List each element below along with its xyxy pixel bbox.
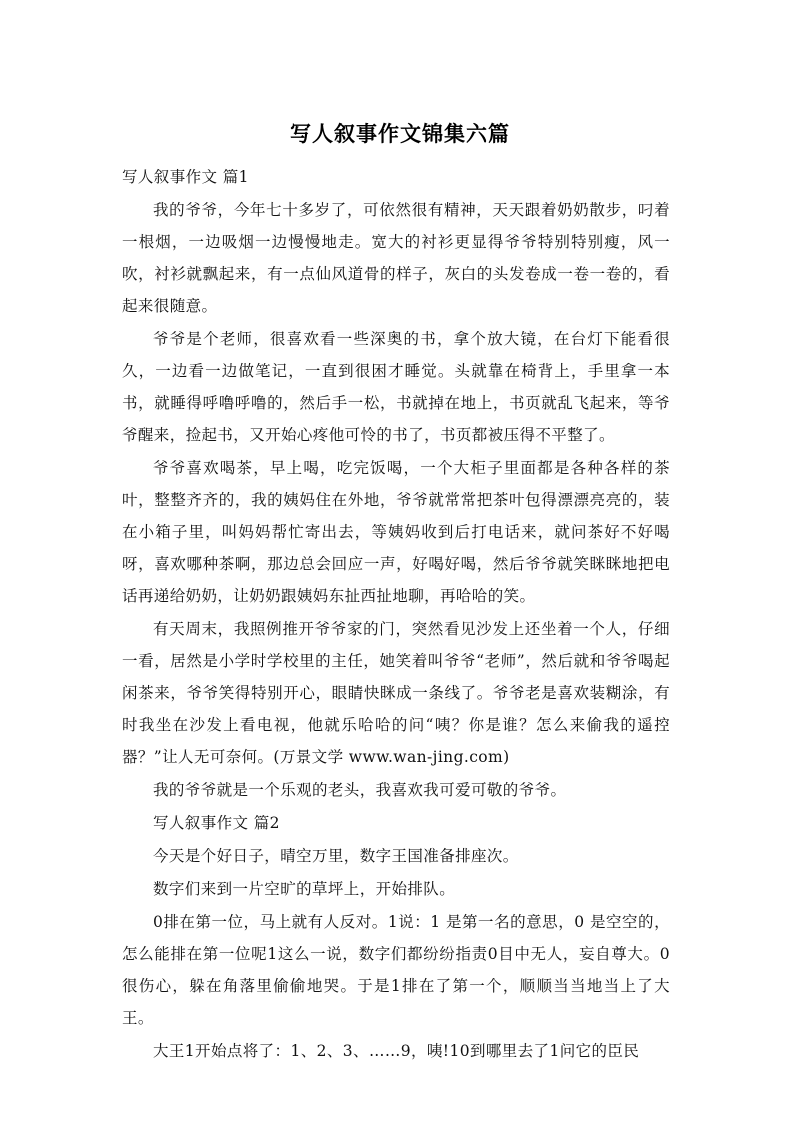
document-body [122, 161, 670, 1068]
paragraph: 爷爷喜欢喝茶，早上喝，吃完饭喝，一个大柜子里面都是各种各样的茶叶，整整齐齐的，我的姨妈住在外地，爷爷就常常把茶叶包得漂漂亮亮的，装在小箱子里，叫妈妈帮忙寄出去，等姨妈收到后打电话来，就问茶好不好喝呀，喜欢哪种茶啊，那边总会回应一声，好喝好喝，然后爷爷就笑眯眯地把电话再递给奶奶，让奶奶跟姨妈东扯西扯地聊，再哈哈的笑。 [122, 459, 670, 605]
paragraph: 大王1开始点将了：1、2、3、……9，咦!10到哪里去了1问它的臣民 [153, 1042, 640, 1060]
paragraph: 0排在第一位，马上就有人反对。1说：1 是第一名的意思，0 是空空的，怎么能排在第一位呢1这么一说，数字们都纷纷指责0目中无人，妄自尊大。0很伤心，躲在角落里偷偷地哭。于是1排在了第一个，顺顺当当地当上了大王。 [122, 913, 670, 1027]
section-heading-2: 写人叙事作文 篇2 [153, 814, 280, 832]
paragraph: 我的爷爷，今年七十多岁了，可依然很有精神，天天跟着奶奶散步，叼着一根烟，一边吸烟一边慢慢地走。宽大的衬衫更显得爷爷特别特别瘦，风一吹，衬衫就飘起来，有一点仙风道骨的样子，灰白的头发卷成一卷一卷的，看起来很随意。 [122, 201, 670, 315]
section-heading-1: 写人叙事作文 篇1 [122, 168, 249, 186]
paragraph: 爷爷是个老师，很喜欢看一些深奥的书，拿个放大镜，在台灯下能看很久，一边看一边做笔记，一直到很困才睡觉。头就靠在椅背上，手里拿一本书，就睡得呼噜呼噜的，然后手一松，书就掉在地上，书页就乱飞起来，等爷爷醒来，捡起书，又开始心疼他可怜的书了，书页都被压得不平整了。 [122, 330, 670, 444]
paragraph: 我的爷爷就是一个乐观的老头，我喜欢我可爱可敬的爷爷。 [153, 781, 567, 799]
paragraph: 有天周末，我照例推开爷爷家的门，突然看见沙发上还坐着一个人，仔细一看，居然是小学时学校里的主任，她笑着叫爷爷“老师”，然后就和爷爷喝起闲茶来，爷爷笑得特别开心，眼睛快眯成一条线了。爷爷老是喜欢装糊涂，有时我坐在沙发上看电视，他就乐哈哈的问“咦？你是谁？怎么来偷我的遥控器？”让人无可奈何。(万景文学 www.wan-jing.com) [122, 620, 670, 766]
document-title: 写人叙事作文锦集六篇 [290, 122, 510, 146]
paragraph: 数字们来到一片空旷的草坪上，开始排队。 [153, 880, 456, 898]
paragraph: 今天是个好日子，晴空万里，数字王国准备排座次。 [153, 847, 519, 865]
